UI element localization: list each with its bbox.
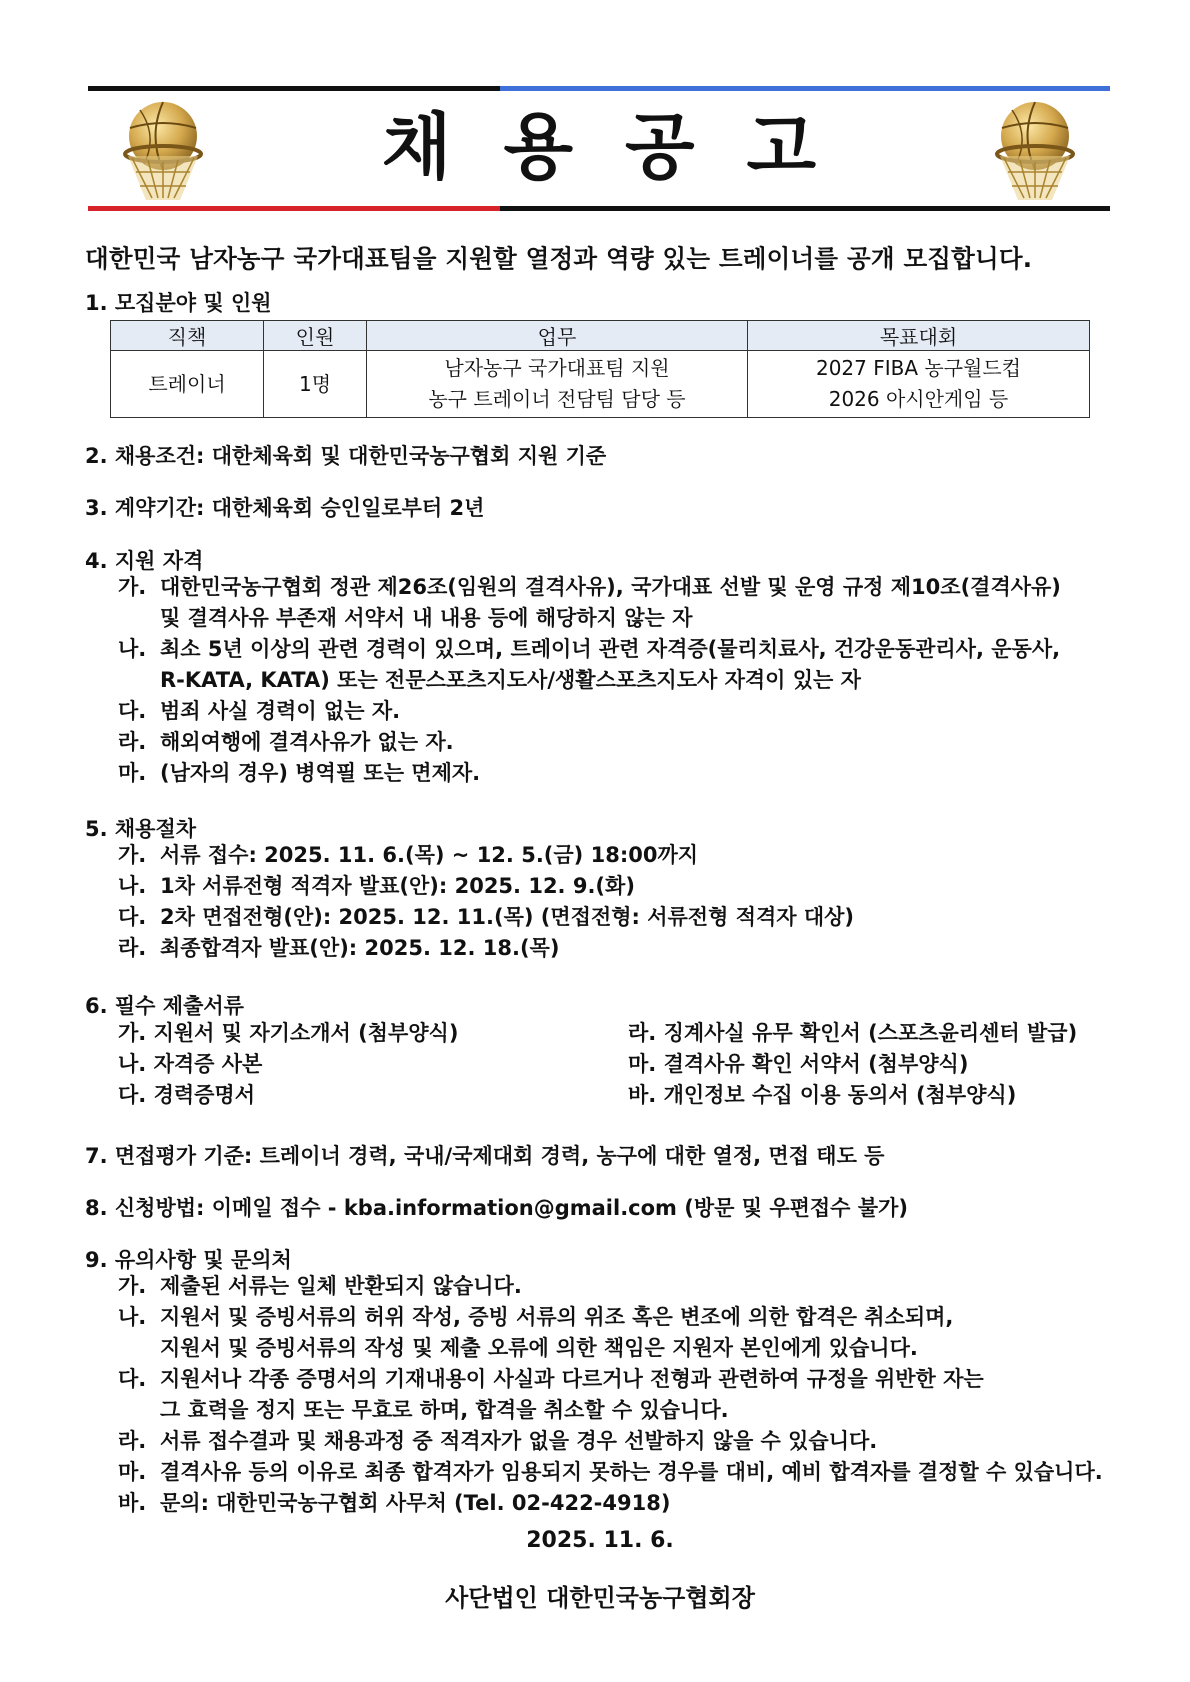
item-label: 가. [118, 843, 147, 867]
item-label: 라. [118, 1429, 147, 1453]
list-item [118, 1302, 1103, 1364]
table-header-count: 인원 [264, 321, 367, 351]
header-rule-top-black [88, 86, 500, 91]
list-item [118, 572, 1061, 634]
notice-header [88, 86, 1110, 212]
section-5-title: 5. 채용절차 [85, 817, 197, 841]
list-item [118, 758, 1061, 789]
basketball-hoop-icon [990, 96, 1080, 204]
table-header-position: 직책 [111, 321, 264, 351]
item-text: 결격사유 등의 이유로 최종 합격자가 임용되지 못하는 경우를 대비, 예비 합격자를 결정할 수 있습니다. [160, 1460, 1103, 1484]
document-item: 나. 자격증 사본 [118, 1052, 263, 1076]
list-item [118, 840, 854, 871]
item-text: 2차 면접전형(안): 2025. 12. 11.(목) (면접전형: 서류전형 적격자 대상) [160, 905, 855, 929]
item-text: 문의: 대한민국농구협회 사무처 (Tel. 02-422-4918) [160, 1491, 671, 1515]
header-rule-top-blue [500, 86, 1110, 91]
issuer-signature: 사단법인 대한민국농구협회장 [445, 1584, 755, 1612]
table-cell-target [748, 351, 1090, 418]
list-item [118, 871, 854, 902]
list-item [118, 1426, 1103, 1457]
section-8-title: 8. 신청방법: 이메일 접수 - kba.information@gmail.com (방문 및 우편접수 불가) [85, 1196, 908, 1220]
item-label: 바. [118, 1491, 147, 1515]
item-text: 해외여행에 결격사유가 없는 자. [160, 730, 454, 754]
section-7-title: 7. 면접평가 기준: 트레이너 경력, 국내/국제대회 경력, 농구에 대한 열정, 면접 태도 등 [85, 1144, 885, 1168]
list-item [118, 696, 1061, 727]
list-item [118, 1018, 1118, 1049]
item-text: (남자의 경우) 병역필 또는 면제자. [160, 761, 481, 785]
document-item: 다. 경력증명서 [118, 1083, 256, 1107]
document-item: 가. 지원서 및 자기소개서 (첨부양식) [118, 1021, 459, 1045]
list-item [118, 933, 854, 964]
item-label: 가. [118, 1274, 147, 1298]
list-item [118, 1049, 1118, 1080]
section-2-title: 2. 채용조건: 대한체육회 및 대한민국농구협회 지원 기준 [85, 444, 607, 468]
item-text: 최종합격자 발표(안): 2025. 12. 18.(목) [160, 936, 560, 960]
list-item [118, 1457, 1103, 1488]
duty-line: 남자농구 국가대표팀 지원 [444, 356, 670, 380]
item-text-continued: 및 결격사유 부존재 서약서 내 내용 등에 해당하지 않는 자 [160, 606, 693, 630]
item-text: 대한민국농구협회 정관 제26조(임원의 결격사유), 국가대표 선발 및 운영 규정 제10조(결격사유) [160, 575, 1061, 599]
item-label: 다. [118, 699, 147, 723]
target-line: 2026 아시안게임 등 [828, 387, 1009, 411]
document-item: 라. 징계사실 유무 확인서 (스포츠윤리센터 발급) [628, 1021, 1078, 1045]
item-text-continued: R-KATA, KATA) 또는 전문스포츠지도사/생활스포츠지도사 자격이 있는 자 [160, 668, 861, 692]
list-item [118, 1271, 1103, 1302]
page-title: 채용공고 [381, 105, 869, 189]
item-label: 나. [118, 1305, 147, 1329]
table-cell-position: 트레이너 [111, 351, 264, 418]
item-text: 제출된 서류는 일체 반환되지 않습니다. [160, 1274, 522, 1298]
item-text: 1차 서류전형 적격자 발표(안): 2025. 12. 9.(화) [160, 874, 635, 898]
table-header-row [111, 321, 1090, 351]
list-item [118, 1080, 1118, 1111]
recruitment-table [110, 320, 1090, 418]
section-6-title: 6. 필수 제출서류 [85, 994, 244, 1018]
item-label: 나. [118, 637, 147, 661]
table-header-target: 목표대회 [748, 321, 1090, 351]
target-line: 2027 FIBA 농구월드컵 [815, 356, 1022, 380]
item-text: 서류 접수결과 및 채용과정 중 적격자가 없을 경우 선발하지 않을 수 있습니다. [160, 1429, 878, 1453]
item-label: 가. [118, 575, 147, 599]
table-row [111, 351, 1090, 418]
table-cell-count: 1명 [264, 351, 367, 418]
item-text: 지원서 및 증빙서류의 허위 작성, 증빙 서류의 위조 혹은 변조에 의한 합격은 취소되며, [160, 1305, 954, 1329]
item-label: 나. [118, 874, 147, 898]
list-item [118, 1488, 1103, 1519]
section-3-title: 3. 계약기간: 대한체육회 승인일로부터 2년 [85, 496, 485, 520]
item-text: 서류 접수: 2025. 11. 6.(목) ~ 12. 5.(금) 18:00까지 [160, 843, 699, 867]
section-9-list [118, 1271, 1103, 1519]
item-label: 다. [118, 1367, 147, 1391]
item-label: 다. [118, 905, 147, 929]
section-1-title: 1. 모집분야 및 인원 [85, 291, 272, 315]
header-rule-bottom-black [500, 206, 1110, 211]
item-text: 범죄 사실 경력이 없는 자. [160, 699, 401, 723]
section-4-title: 4. 지원 자격 [85, 549, 204, 573]
item-label: 라. [118, 730, 147, 754]
required-documents-list [118, 1018, 1118, 1111]
document-item: 마. 결격사유 확인 서약서 (첨부양식) [628, 1052, 969, 1076]
list-item [118, 1364, 1103, 1426]
item-label: 라. [118, 936, 147, 960]
section-4-list [118, 572, 1061, 789]
intro-text: 대한민국 남자농구 국가대표팀을 지원할 열정과 역량 있는 트레이너를 공개 모집합니다. [85, 244, 1033, 273]
document-item: 바. 개인정보 수집 이용 동의서 (첨부양식) [628, 1083, 1017, 1107]
item-text-continued: 지원서 및 증빙서류의 작성 및 제출 오류에 의한 책임은 지원자 본인에게 있습니다. [160, 1336, 918, 1360]
table-cell-duty [367, 351, 748, 418]
item-text-continued: 그 효력을 정지 또는 무효로 하며, 합격을 취소할 수 있습니다. [160, 1398, 729, 1422]
section-5-list [118, 840, 854, 964]
section-9-title: 9. 유의사항 및 문의처 [85, 1248, 292, 1272]
list-item [118, 634, 1061, 696]
item-label: 마. [118, 1460, 147, 1484]
list-item [118, 902, 854, 933]
item-label: 마. [118, 761, 147, 785]
duty-line: 농구 트레이너 전담팀 담당 등 [428, 387, 686, 411]
list-item [118, 727, 1061, 758]
item-text: 최소 5년 이상의 관련 경력이 있으며, 트레이너 관련 자격증(물리치료사, 건강운동관리사, 운동사, [160, 637, 1061, 661]
item-text: 지원서나 각종 증명서의 기재내용이 사실과 다르거나 전형과 관련하여 규정을 위반한 자는 [160, 1367, 984, 1391]
notice-date: 2025. 11. 6. [526, 1528, 674, 1553]
header-rule-bottom-red [88, 206, 500, 211]
table-header-duty: 업무 [367, 321, 748, 351]
